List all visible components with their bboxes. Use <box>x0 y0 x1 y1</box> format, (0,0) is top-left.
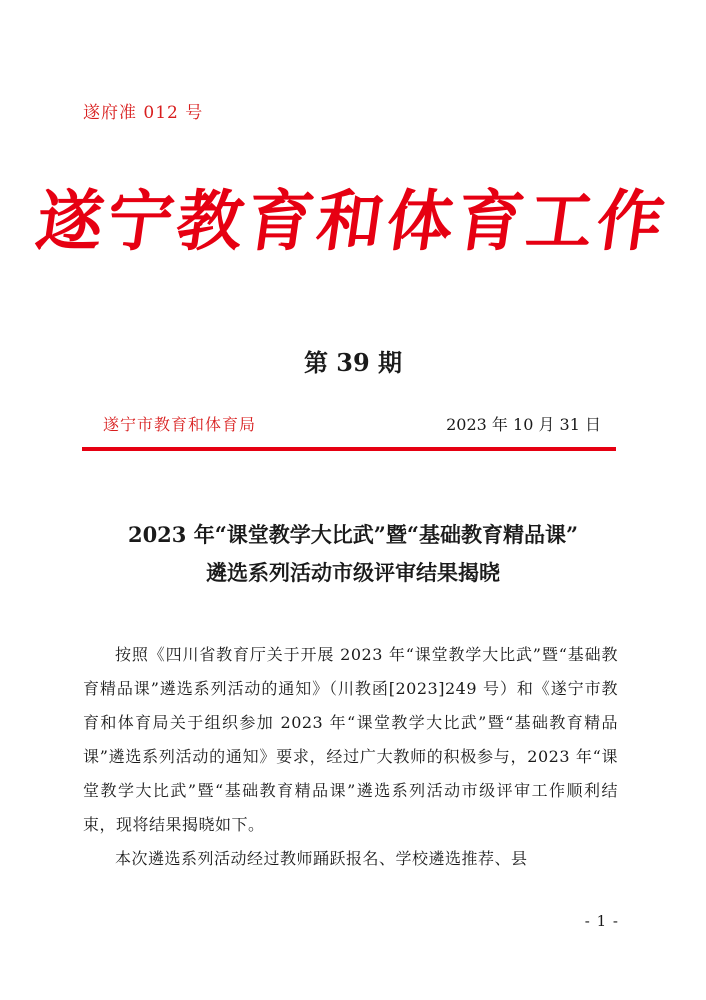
issue-number: 第 39 期 <box>303 348 403 377</box>
red-divider-line <box>82 447 616 451</box>
document-number: 遂府准 012 号 <box>83 103 204 123</box>
article-title-line-2: 遴选系列活动市级评审结果揭晓 <box>206 560 500 585</box>
issuing-authority: 遂宁市教育和体育局 <box>103 415 257 434</box>
masthead-title: 遂宁教育和体育工作 <box>31 183 673 260</box>
page-number: - 1 - <box>584 912 619 930</box>
article-title-line-1: 2023 年“课堂教学大比武”暨“基础教育精品课” <box>127 522 579 547</box>
body-paragraph-1: 按照《四川省教育厅关于开展 2023 年“课堂教学大比武”暨“基础教育精品课”遴选系列活动的通知》（川教函[2023]249 号）和《遂宁市教育和体育局关于组织参加 2023 年“课堂教学大比武”暨“基础教育精品课”遴选系列活动的通知》要求，经过广大教师的积极参与，2023 年“课堂教学大比武”暨“基础教育精品课”遴选系列活动市级评审工作顺利结束，现将结果揭晓如下。 <box>83 645 618 834</box>
issue-date: 2023 年 10 月 31 日 <box>446 415 601 434</box>
article-body <box>83 638 618 876</box>
body-paragraph-2: 本次遴选系列活动经过教师踊跃报名、学校遴选推荐、县 <box>115 849 528 868</box>
article-title <box>60 516 646 592</box>
